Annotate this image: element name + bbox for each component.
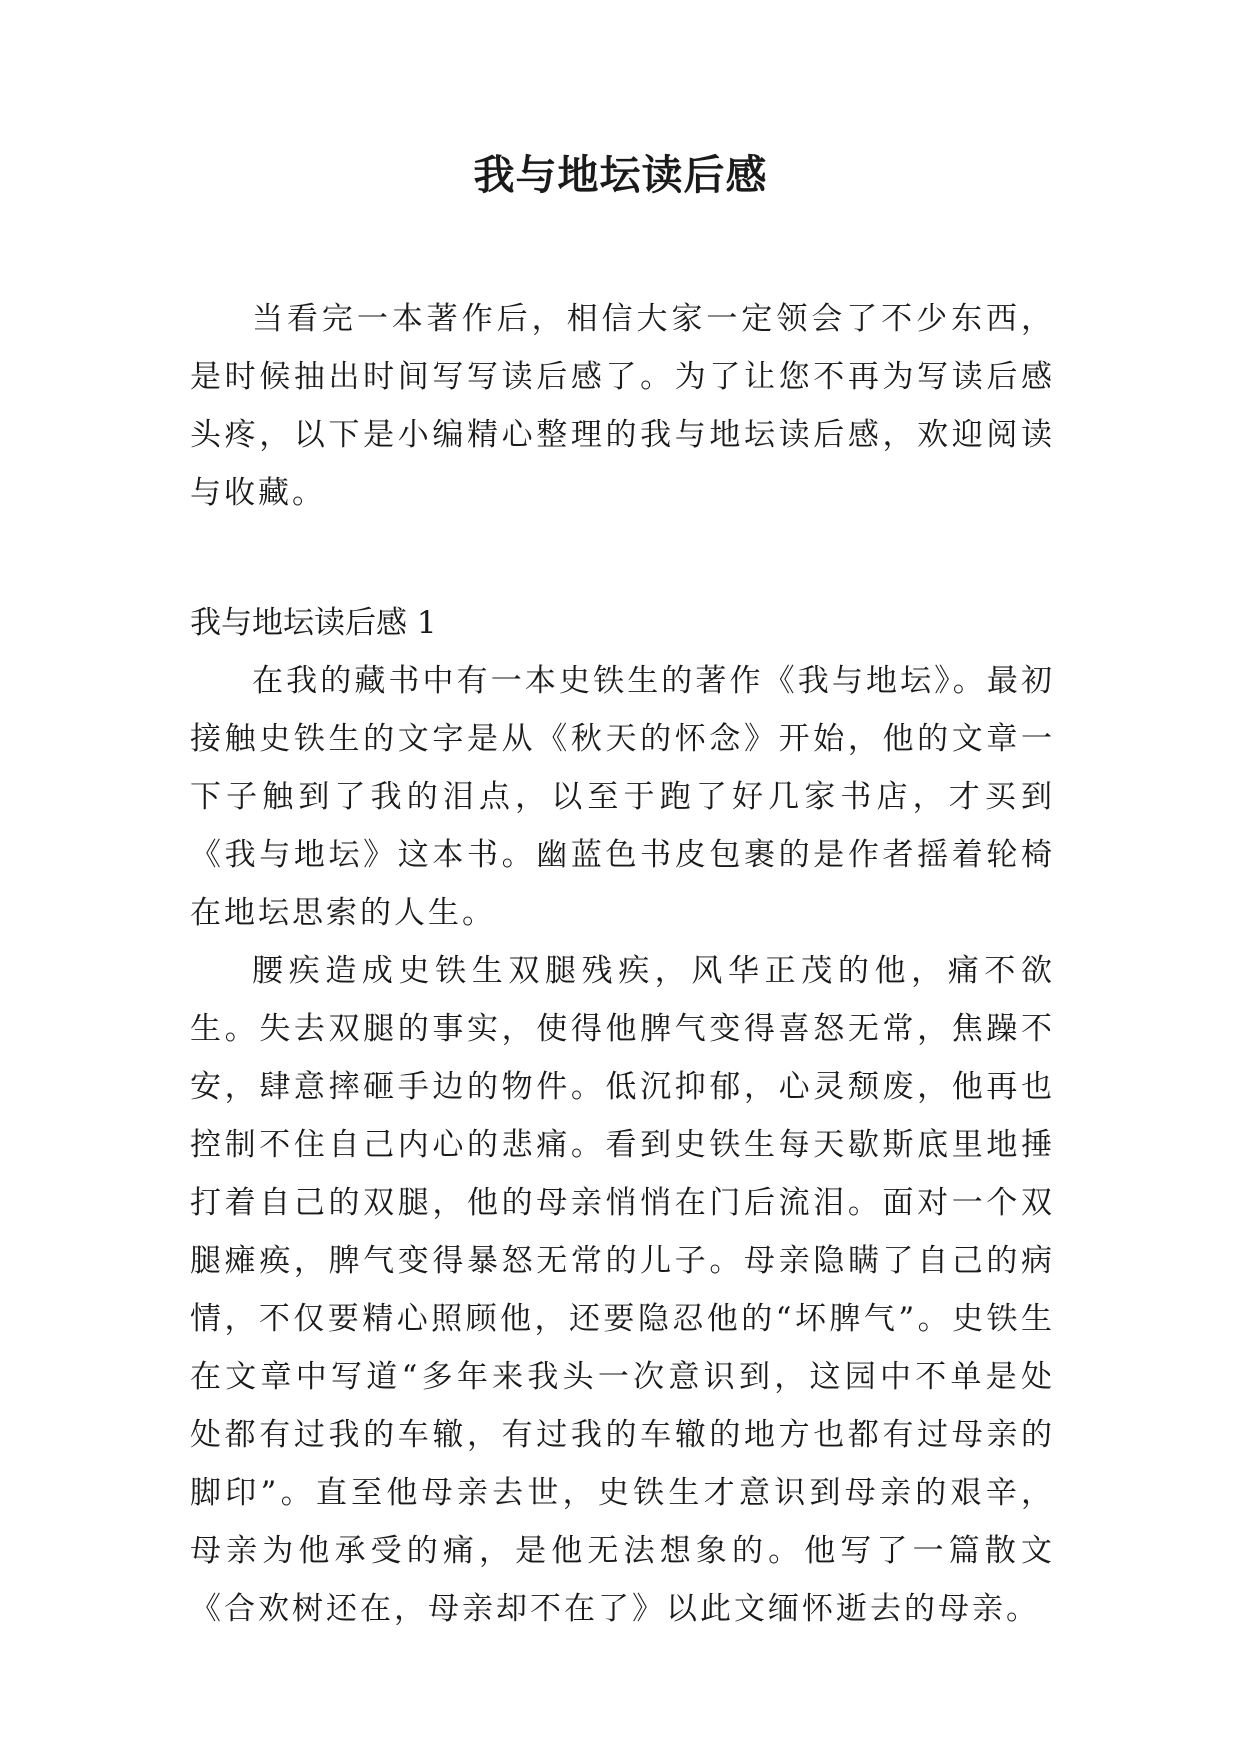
body-paragraph-2: 腰疾造成史铁生双腿残疾，风华正茂的他，痛不欲生。失去双腿的事实，使得他脾气变得喜怒无常，焦躁不安，肆意摔砸手边的物件。低沉抑郁，心灵颓废，他再也控制不住自己内心的悲痛。看到史铁生每天歇斯底里地捶打着自己的双腿，他的母亲悄悄在门后流泪。面对一个双腿瘫痪，脾气变得暴怒无常的儿子。母亲隐瞒了自己的病情，不仅要精心照顾他，还要隐忍他的“坏脾气”。史铁生在文章中写道“多年来我头一次意识到，这园中不单是处处都有过我的车辙，有过我的车辙的地方也都有过母亲的脚印”。直至他母亲去世，史铁生才意识到母亲的艰辛，母亲为他承受的痛，是他无法想象的。他写了一篇散文《合欢树还在，母亲却不在了》以此文缅怀逝去的母亲。 <box>190 953 1055 1627</box>
intro-paragraph: 当看完一本著作后，相信大家一定领会了不少东西，是时候抽出时间写写读后感了。为了让您不再为写读后感头疼，以下是小编精心整理的我与地坛读后感，欢迎阅读与收藏。 <box>190 301 1055 511</box>
document-title: 我与地坛读后感 <box>473 151 768 199</box>
document-body <box>190 290 1055 1638</box>
body-paragraph-1: 在我的藏书中有一本史铁生的著作《我与地坛》。最初接触史铁生的文字是从《秋天的怀念》开始，他的文章一下子触到了我的泪点，以至于跑了好几家书店，才买到《我与地坛》这本书。幽蓝色书皮包裹的是作者摇着轮椅在地坛思索的人生。 <box>190 663 1055 931</box>
section-heading: 我与地坛读后感 1 <box>190 605 437 641</box>
